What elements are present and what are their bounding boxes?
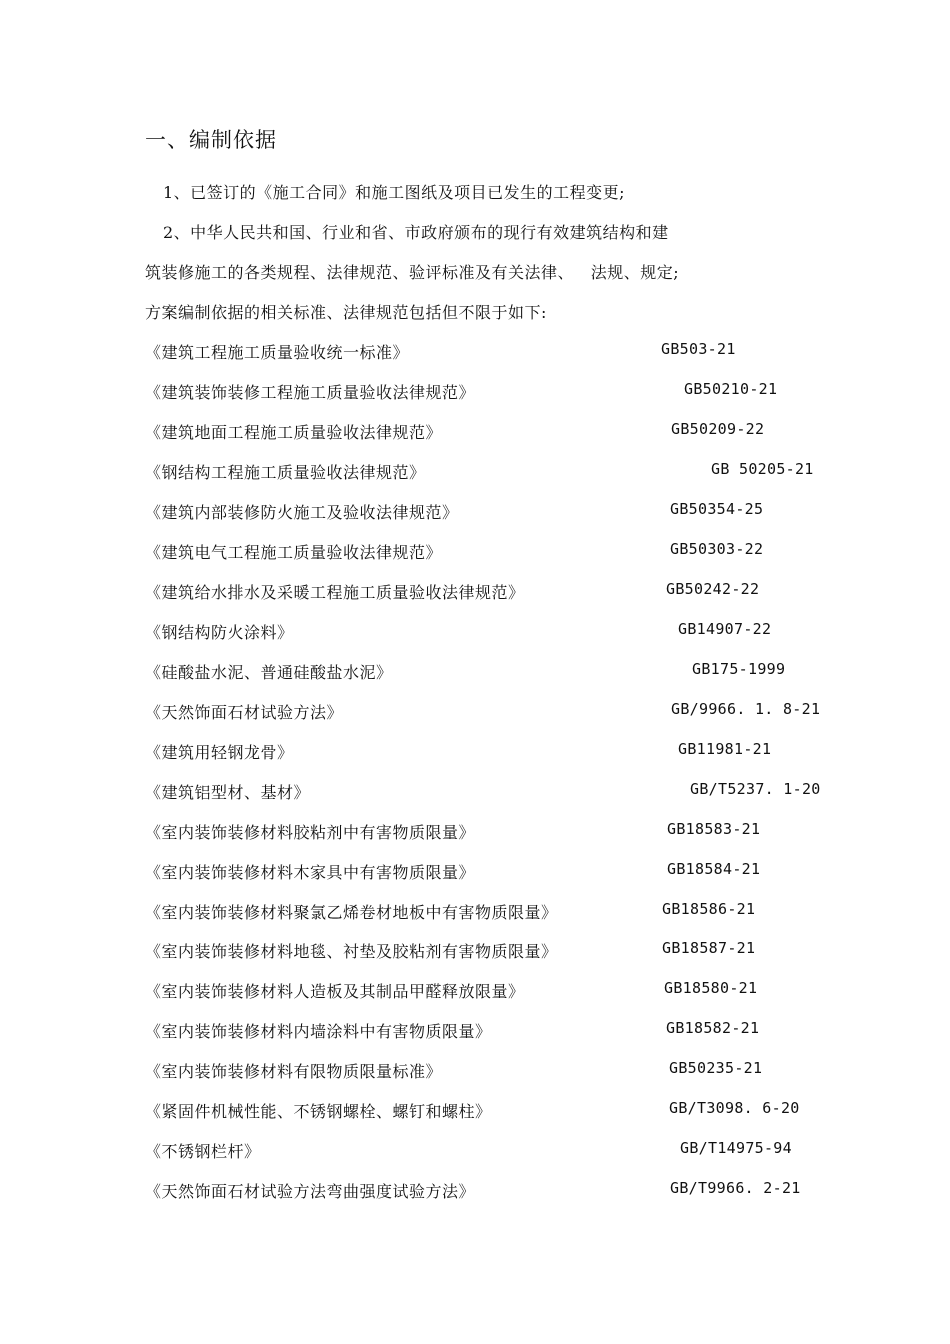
standard-name: 《室内装饰装修材料内墙涂料中有害物质限量》 [145, 1022, 492, 1041]
standard-row [0, 1139, 950, 1163]
standard-code: GB175-1999 [692, 660, 786, 678]
standard-code: GB18580-21 [664, 979, 758, 997]
standard-name: 《室内装饰装修材料木家具中有害物质限量》 [145, 863, 476, 882]
standard-code: GB/9966. 1. 8-21 [671, 700, 821, 718]
standard-code: GB50354-25 [670, 500, 764, 518]
standard-code: GB50235-21 [669, 1059, 763, 1077]
standard-row [0, 1059, 950, 1083]
standard-code: GB18587-21 [662, 939, 756, 957]
standard-code: GB18583-21 [667, 820, 761, 838]
standard-name: 《钢结构工程施工质量验收法律规范》 [145, 463, 426, 482]
standard-code: GB18584-21 [667, 860, 761, 878]
standard-name: 《室内装饰装修材料胶粘剂中有害物质限量》 [145, 823, 476, 842]
standard-row [0, 500, 950, 524]
standard-code: GB50242-22 [666, 580, 760, 598]
standard-row [0, 460, 950, 484]
standard-name: 《建筑地面工程施工质量验收法律规范》 [145, 423, 443, 442]
standard-name: 《天然饰面石材试验方法》 [145, 703, 344, 722]
standard-name: 《建筑铝型材、基材》 [145, 783, 311, 802]
paragraph-regulations-line1: 2、中华人民共和国、行业和省、市政府颁布的现行有效建筑结构和建 [163, 223, 669, 242]
standard-row [0, 860, 950, 884]
standard-code: GB14907-22 [678, 620, 772, 638]
standard-name: 《建筑电气工程施工质量验收法律规范》 [145, 543, 443, 562]
standard-name: 《天然饰面石材试验方法弯曲强度试验方法》 [145, 1182, 476, 1201]
standard-code: GB18582-21 [666, 1019, 760, 1037]
standard-row [0, 780, 950, 804]
standard-code: GB50303-22 [670, 540, 764, 558]
standard-code: GB503-21 [661, 340, 736, 358]
standard-code: GB/T9966. 2-21 [670, 1179, 801, 1197]
standard-row [0, 540, 950, 564]
standard-row [0, 580, 950, 604]
standard-code: GB18586-21 [662, 900, 756, 918]
standard-name: 《钢结构防火涂料》 [145, 623, 294, 642]
standard-name: 《建筑内部装修防火施工及验收法律规范》 [145, 503, 459, 522]
section-heading: 一、编制依据 [145, 128, 277, 152]
standard-code: GB50210-21 [684, 380, 778, 398]
standard-name: 《建筑用轻钢龙骨》 [145, 743, 294, 762]
standard-row [0, 820, 950, 844]
standard-code: GB/T14975-94 [680, 1139, 792, 1157]
standard-row [0, 740, 950, 764]
standard-name: 《室内装饰装修材料人造板及其制品甲醛释放限量》 [145, 982, 525, 1001]
standard-code: GB11981-21 [678, 740, 772, 758]
standard-row [0, 900, 950, 924]
standard-name: 《室内装饰装修材料有限物质限量标准》 [145, 1062, 443, 1081]
standard-row [0, 340, 950, 364]
standard-code: GB/T5237. 1-20 [690, 780, 821, 798]
standard-name: 《室内装饰装修材料聚氯乙烯卷材地板中有害物质限量》 [145, 903, 558, 922]
standard-row [0, 1179, 950, 1203]
paragraph-regulations-line2: 筑装修施工的各类规程、法律规范、验评标准及有关法律、 法规、规定; [145, 263, 680, 282]
standard-name: 《建筑装饰装修工程施工质量验收法律规范》 [145, 383, 476, 402]
standard-name: 《建筑工程施工质量验收统一标准》 [145, 343, 410, 362]
standard-code: GB 50205-21 [711, 460, 814, 478]
standard-name: 《室内装饰装修材料地毯、衬垫及胶粘剂有害物质限量》 [145, 942, 558, 961]
standard-code: GB/T3098. 6-20 [669, 1099, 800, 1117]
standard-row [0, 380, 950, 404]
paragraph-contract: 1、已签订的《施工合同》和施工图纸及项目已发生的工程变更; [163, 183, 626, 202]
standard-row [0, 939, 950, 963]
standard-name: 《硅酸盐水泥、普通硅酸盐水泥》 [145, 663, 393, 682]
standard-name: 《建筑给水排水及采暖工程施工质量验收法律规范》 [145, 583, 525, 602]
standard-code: GB50209-22 [671, 420, 765, 438]
standard-row [0, 1099, 950, 1123]
standard-row [0, 620, 950, 644]
standard-row [0, 979, 950, 1003]
standard-row [0, 1019, 950, 1043]
standard-row [0, 660, 950, 684]
standard-row [0, 420, 950, 444]
standard-row [0, 700, 950, 724]
standard-name: 《紧固件机械性能、不锈钢螺栓、螺钉和螺柱》 [145, 1102, 492, 1121]
paragraph-standards-intro: 方案编制依据的相关标准、法律规范包括但不限于如下: [145, 303, 547, 322]
standard-name: 《不锈钢栏杆》 [145, 1142, 261, 1161]
